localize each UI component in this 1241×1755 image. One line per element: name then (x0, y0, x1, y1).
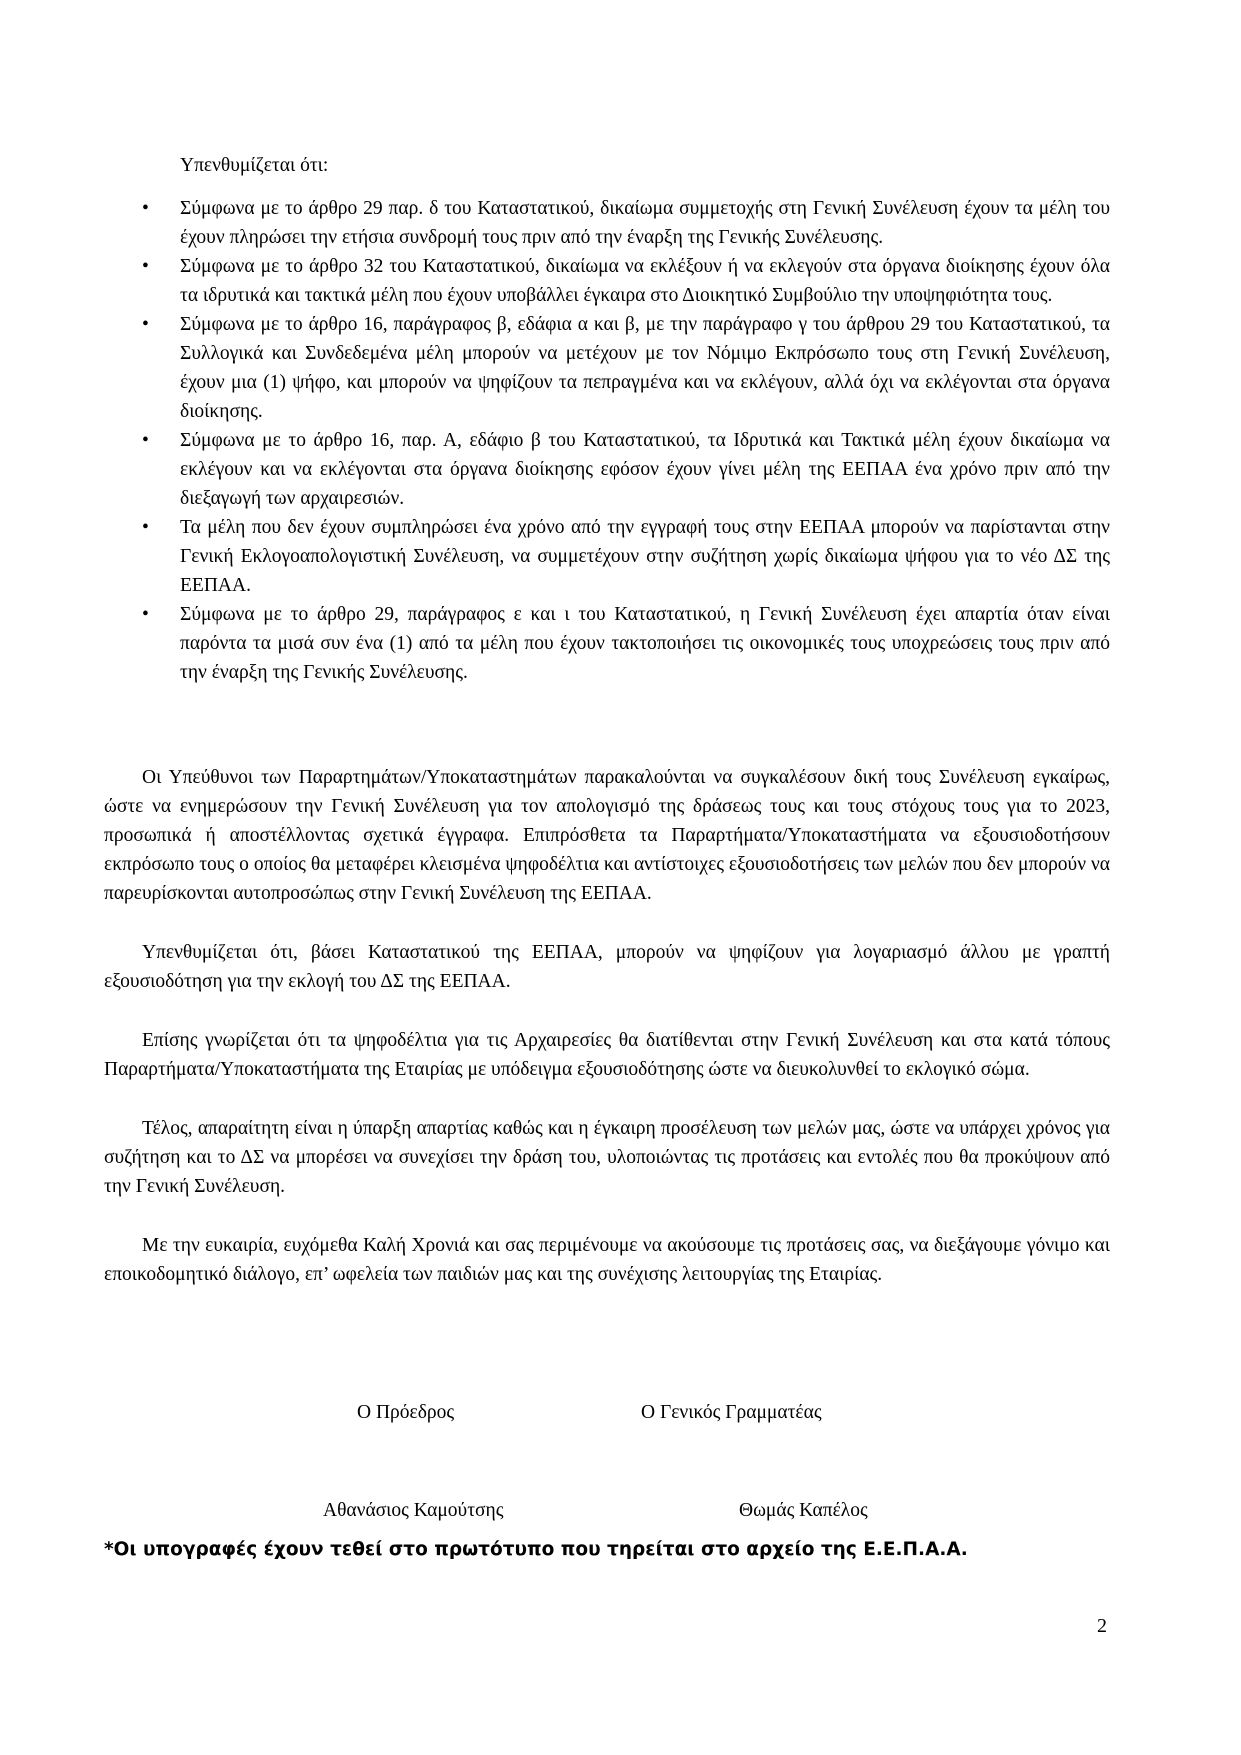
secretary-title: Ο Γενικός Γραμματέας (641, 1402, 822, 1423)
paragraph-quorum: Τέλος, απαραίτητη είναι η ύπαρξη απαρτίας καθώς και η έγκαιρη προσέλευση των μελών μας, ώστε να υπάρχει χρόνος για συζήτηση και το ΔΣ να μπορέσει να συνεχίσει την δράση του, υλοποιώντας τις προτάσεις και εντολές που θα προκύψουν από την Γενική Συνέλευση. (104, 1118, 1110, 1197)
bullet-icon: • (142, 517, 149, 538)
paragraph-proxy-vote: Υπενθυμίζεται ότι, βάσει Καταστατικού της ΕΕΠΑΑ, μπορούν να ψηφίζουν για λογαριασμό άλλου με γραπτή εξουσιοδότηση για την εκλογή του ΔΣ της ΕΕΠΑΑ. (104, 942, 1110, 992)
president-title: Ο Πρόεδρος (357, 1402, 455, 1423)
bullet-icon: • (142, 604, 149, 625)
list-item-text: Σύμφωνα με το άρθρο 32 του Καταστατικού, δικαίωμα να εκλέξουν ή να εκλεγούν στα όργανα διοίκησης έχουν όλα τα ιδρυτικά και τακτικά μέλη που έχουν υποβάλλει έγκαιρα στο Διοικητικό Συμβούλιο την υποψηφιότητα τους. (180, 256, 1110, 306)
bullet-icon: • (142, 256, 149, 277)
paragraph-ballots: Επίσης γνωρίζεται ότι τα ψηφοδέλτια για τις Αρχαιρεσίες θα διατίθενται στην Γενική Συνέλευση και στα κατά τόπους Παραρτήματα/Υποκαταστήματα της Εταιρίας με υπόδειγμα εξουσιοδότησης ώστε να διευκολυνθεί το εκλογικό σώμα. (104, 1030, 1110, 1080)
president-name: Αθανάσιος Καμούτσης (323, 1500, 504, 1521)
list-item (142, 252, 1110, 310)
list-item-text: Σύμφωνα με το άρθρο 16, παρ. Α, εδάφιο β του Καταστατικού, τα Ιδρυτικά και Τακτικά μέλη έχουν δικαίωμα να εκλέγουν και να εκλέγονται στα όργανα διοίκησης εφόσον έχουν γίνει μέλη της ΕΕΠΑΑ ένα χρόνο πριν από την διεξαγωγή των αρχαιρεσιών. (180, 430, 1110, 509)
secretary-name: Θωμάς Καπέλος (739, 1500, 868, 1521)
list-item-text: Τα μέλη που δεν έχουν συμπληρώσει ένα χρόνο από την εγγραφή τους στην ΕΕΠΑΑ μπορούν να παρίστανται στην Γενική Εκλογοαπολογιστική Συνέλευση, να συμμετέχουν στην συζήτηση χωρίς δικαίωμα ψήφου για το νέο ΔΣ της ΕΕΠΑΑ. (180, 517, 1110, 596)
list-item (142, 310, 1110, 426)
list-item-text: Σύμφωνα με το άρθρο 29, παράγραφος ε και ι του Καταστατικού, η Γενική Συνέλευση έχει απαρτία όταν είναι παρόντα τα μισά συν ένα (1) από τα μέλη που έχουν τακτοποιήσει τις οικονομικές τους υποχρεώσεις τους πριν από την έναρξη της Γενικής Συνέλευσης. (180, 604, 1110, 683)
intro-text: Υπενθυμίζεται ότι: (180, 155, 329, 176)
list-item (142, 194, 1110, 252)
body-paragraphs (104, 763, 1110, 1319)
bullet-icon: • (142, 314, 149, 335)
bullet-icon: • (142, 198, 149, 219)
list-item (142, 513, 1110, 600)
list-item-text: Σύμφωνα με το άρθρο 29 παρ. δ του Καταστατικού, δικαίωμα συμμετοχής στη Γενική Συνέλευση έχουν τα μέλη του έχουν πληρώσει την ετήσια συνδρομή τους πριν από την έναρξη της Γενικής Συνέλευσης. (180, 198, 1110, 248)
list-item (142, 600, 1110, 687)
signature-note: *Οι υπογραφές έχουν τεθεί στο πρωτότυπο που τηρείται στο αρχείο της Ε.Ε.Π.Α.Α. (104, 1539, 968, 1560)
list-item (142, 426, 1110, 513)
page-number: 2 (1097, 1615, 1107, 1637)
list-item-text: Σύμφωνα με το άρθρο 16, παράγραφος β, εδάφια α και β, με την παράγραφο γ του άρθρου 29 του Καταστατικού, τα Συλλογικά και Συνδεδεμένα μέλη μπορούν να μετέχουν με τον Νόμιμο Εκπρόσωπο τους στη Γενική Συνέλευση, έχουν μια (1) ψήφο, και μπορούν να ψηφίζουν τα πεπραγμένα και να εκλέγουν, αλλά όχι να εκλέγονται στα όργανα διοίκησης. (180, 314, 1110, 422)
paragraph-branches: Οι Υπεύθυνοι των Παραρτημάτων/Υποκαταστημάτων παρακαλούνται να συγκαλέσουν δική τους Συνέλευση εγκαίρως, ώστε να ενημερώσουν την Γενική Συνέλευση για τον απολογισμό της δράσεως τους και τους στόχους τους για το 2023, προσωπικά ή αποστέλλοντας σχετικά έγγραφα. Επιπρόσθετα τα Παραρτήματα/Υποκαταστήματα να εξουσιοδοτήσουν εκπρόσωπο τους ο οποίος θα μεταφέρει κλεισμένα ψηφοδέλτια και αντίστοιχες εξουσιοδοτήσεις των μελών που δεν μπορούν να παρευρίσκονται αυτοπροσώπως στην Γενική Συνέλευση της ΕΕΠΑΑ. (104, 767, 1110, 904)
bullet-icon: • (142, 430, 149, 451)
reminder-list (142, 194, 1110, 687)
paragraph-greetings: Με την ευκαιρία, ευχόμεθα Καλή Χρονιά και σας περιμένουμε να ακούσουμε τις προτάσεις σας, να διεξάγουμε γόνιμο και εποικοδομητικό διάλογο, επ’ ωφελεία των παιδιών μας και της συνέχισης λειτουργίας της Εταιρίας. (104, 1235, 1110, 1285)
